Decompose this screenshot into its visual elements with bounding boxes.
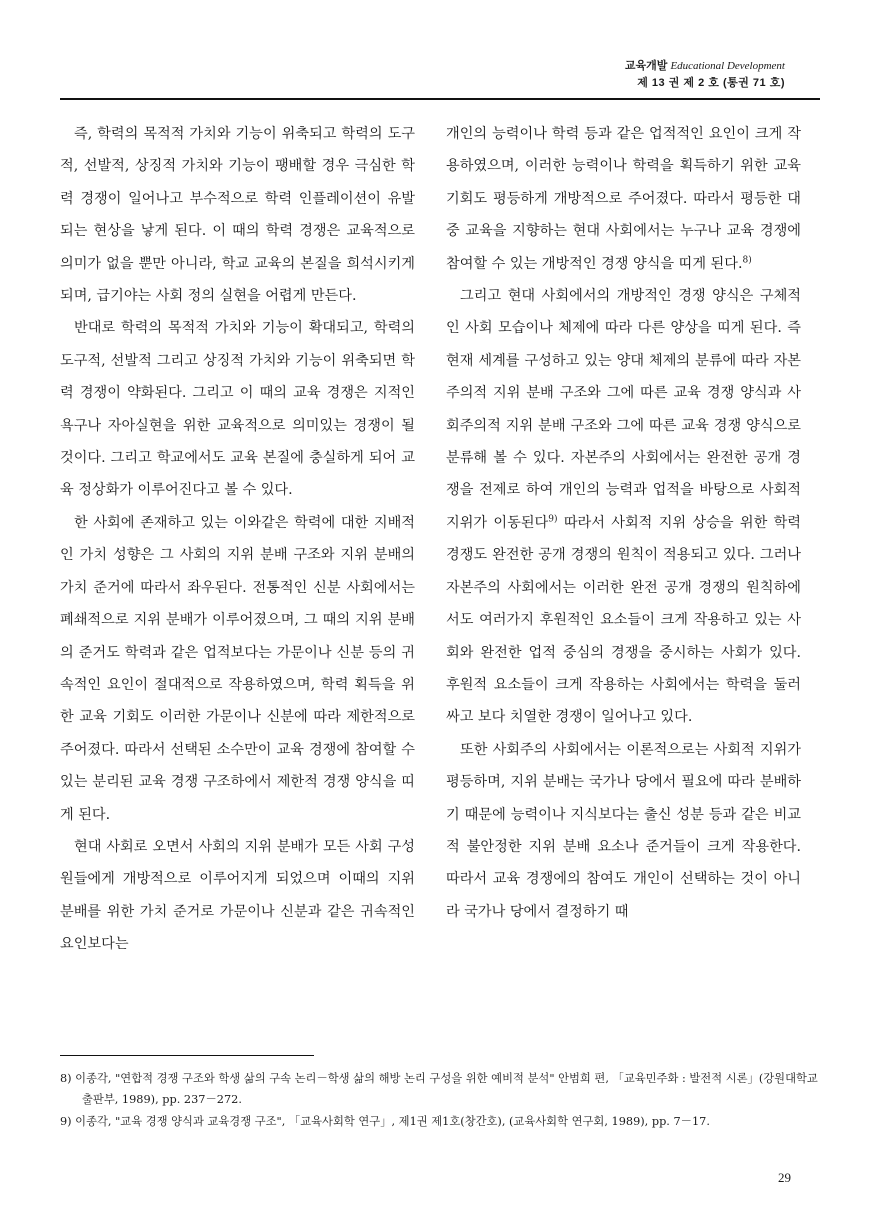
header-rule: [60, 98, 820, 100]
paragraph: 현대 사회로 오면서 사회의 지위 분배가 모든 사회 구성원들에게 개방적으로 이루어지게 되었으며 이때의 지위 분배를 위한 가치 준거로 가문이나 신분과 같은 귀속적인 요인보다는: [60, 838, 415, 953]
paragraph: 한 사회에 존재하고 있는 이와같은 학력에 대한 지배적인 가치 성향은 그 사회의 지위 분배 구조와 지위 분배의 가치 준거에 따라서 좌우된다. 전통적인 신분 사회에서는 폐쇄적으로 지위 분배가 이루어졌으며, 그 때의 지위 분배의 준거도 학력과 같은 업적보다는 가문이나 신분 등의 귀속적인 요인이 절대적으로 작용하였으며, 학력 획득을 위한 교육 기회도 이러한 가문이나 신분에 따라 제한적으로 주어졌다. 따라서 선택된 소수만이 교육 경쟁에 참여할 수 있는 분리된 교육 경쟁 구조하에서 제한적 경쟁 양식을 띠게 된다.: [60, 514, 415, 823]
footnote-ref: 8): [742, 254, 752, 265]
footnote: 8) 이종각, "연합적 경쟁 구조와 학생 삶의 구속 논리－학생 삶의 해방 논리 구성을 위한 예비적 분석" 안범희 편, 「교육민주화 : 발전적 시론」(강원대학교 출판부, 1989), pp. 237－272.: [60, 1072, 818, 1106]
paragraph-text: 그리고 현대 사회에서의 개방적인 경쟁 양식은 구체적인 사회 모습이나 체제에 따라 다른 양상을 띠게 된다. 즉 현재 세계를 구성하고 있는 양대 체제의 분류에 따라 자본주의적 지위 분배 구조와 그에 따른 교육 경쟁 양식과 사회주의적 지위 분배 구조와 그에 따른 교육 경쟁 양식으로 분류해 볼 수 있다. 자본주의 사회에서는 완전한 공개 경쟁을 전제로 하여 개인의 능력과 업적을 바탕으로 사회적 지위가 이동된다: [446, 288, 801, 531]
footnote-rule: [60, 1055, 314, 1056]
page-number: 29: [778, 1170, 791, 1185]
journal-title-ko: 교육개발: [624, 60, 668, 72]
paragraph: 또한 사회주의 사회에서는 이론적으로는 사회적 지위가 평등하며, 지위 분배는 국가나 당에서 필요에 따라 분배하기 때문에 능력이나 지식보다는 출신 성분 등과 같은 비교적 불안정한 지위 분배 요소나 준거들이 크게 작용한다. 따라서 교육 경쟁에의 참여도 개인이 선택하는 것이 아니라 국가나 당에서 결정하기 때: [446, 741, 801, 920]
paragraph: [446, 118, 801, 280]
paragraph: 즉, 학력의 목적적 가치와 기능이 위축되고 학력의 도구적, 선발적, 상징적 가치와 기능이 팽배할 경우 극심한 학력 경쟁이 일어나고 부수적으로 학력 인플레이션이 유발되는 현상을 낳게 된다. 이 때의 학력 경쟁은 교육적으로 의미가 없을 뿐만 아니라, 학교 교육의 본질을 희석시키게 되며, 급기야는 사회 정의 실현을 어렵게 만든다.: [60, 126, 415, 305]
journal-title-en: Educational Development: [670, 60, 785, 72]
footnote-ref: 9): [548, 514, 558, 525]
footnotes: [60, 1068, 820, 1133]
left-column: [60, 118, 415, 961]
paragraph-text: 개인의 능력이나 학력 등과 같은 업적적인 요인이 크게 작용하였으며, 이러한 능력이나 학력을 획득하기 위한 교육 기회도 평등하게 개방적으로 주어졌다. 따라서 평등한 대중 교육을 지향하는 현대 사회에서는 누구나 교육 경쟁에 참여할 수 있는 개방적인 경쟁 양식을 띠게 된다.: [446, 126, 801, 272]
running-header: [625, 58, 785, 92]
issue-info: 제 13 권 제 2 호 (통권 71 호): [637, 77, 785, 89]
journal-title: [625, 58, 785, 75]
footnote: 9) 이종각, "교육 경쟁 양식과 교육경쟁 구조", 「교육사회학 연구」, 제1권 제1호(창간호), (교육사회학 연구회, 1989), pp. 7－17.: [60, 1115, 710, 1128]
paragraph: 반대로 학력의 목적적 가치와 기능이 확대되고, 학력의 도구적, 선발적 그리고 상징적 가치와 기능이 위축되면 학력 경쟁이 약화된다. 그리고 이 때의 교육 경쟁은 지적인 욕구나 자아실현을 위한 교육적으로 의미있는 경쟁이 될 것이다. 그리고 학교에서도 교육 본질에 충실하게 되어 교육 정상화가 이루어진다고 볼 수 있다.: [60, 320, 415, 499]
paragraph-text: 따라서 사회적 지위 상승을 위한 학력 경쟁도 완전한 공개 경쟁의 원칙이 적용되고 있다. 그러나 자본주의 사회에서는 이러한 완전 공개 경쟁의 원칙하에서도 여러가지 후원적인 요소들이 크게 작용하고 있는 사회와 완전한 업적 중심의 경쟁을 중시하는 사회가 있다. 후원적 요소들이 크게 작용하는 사회에서는 학력을 둘러싸고 보다 치열한 경쟁이 일어나고 있다.: [446, 514, 802, 726]
right-column: [446, 118, 801, 928]
paragraph: [446, 280, 801, 734]
